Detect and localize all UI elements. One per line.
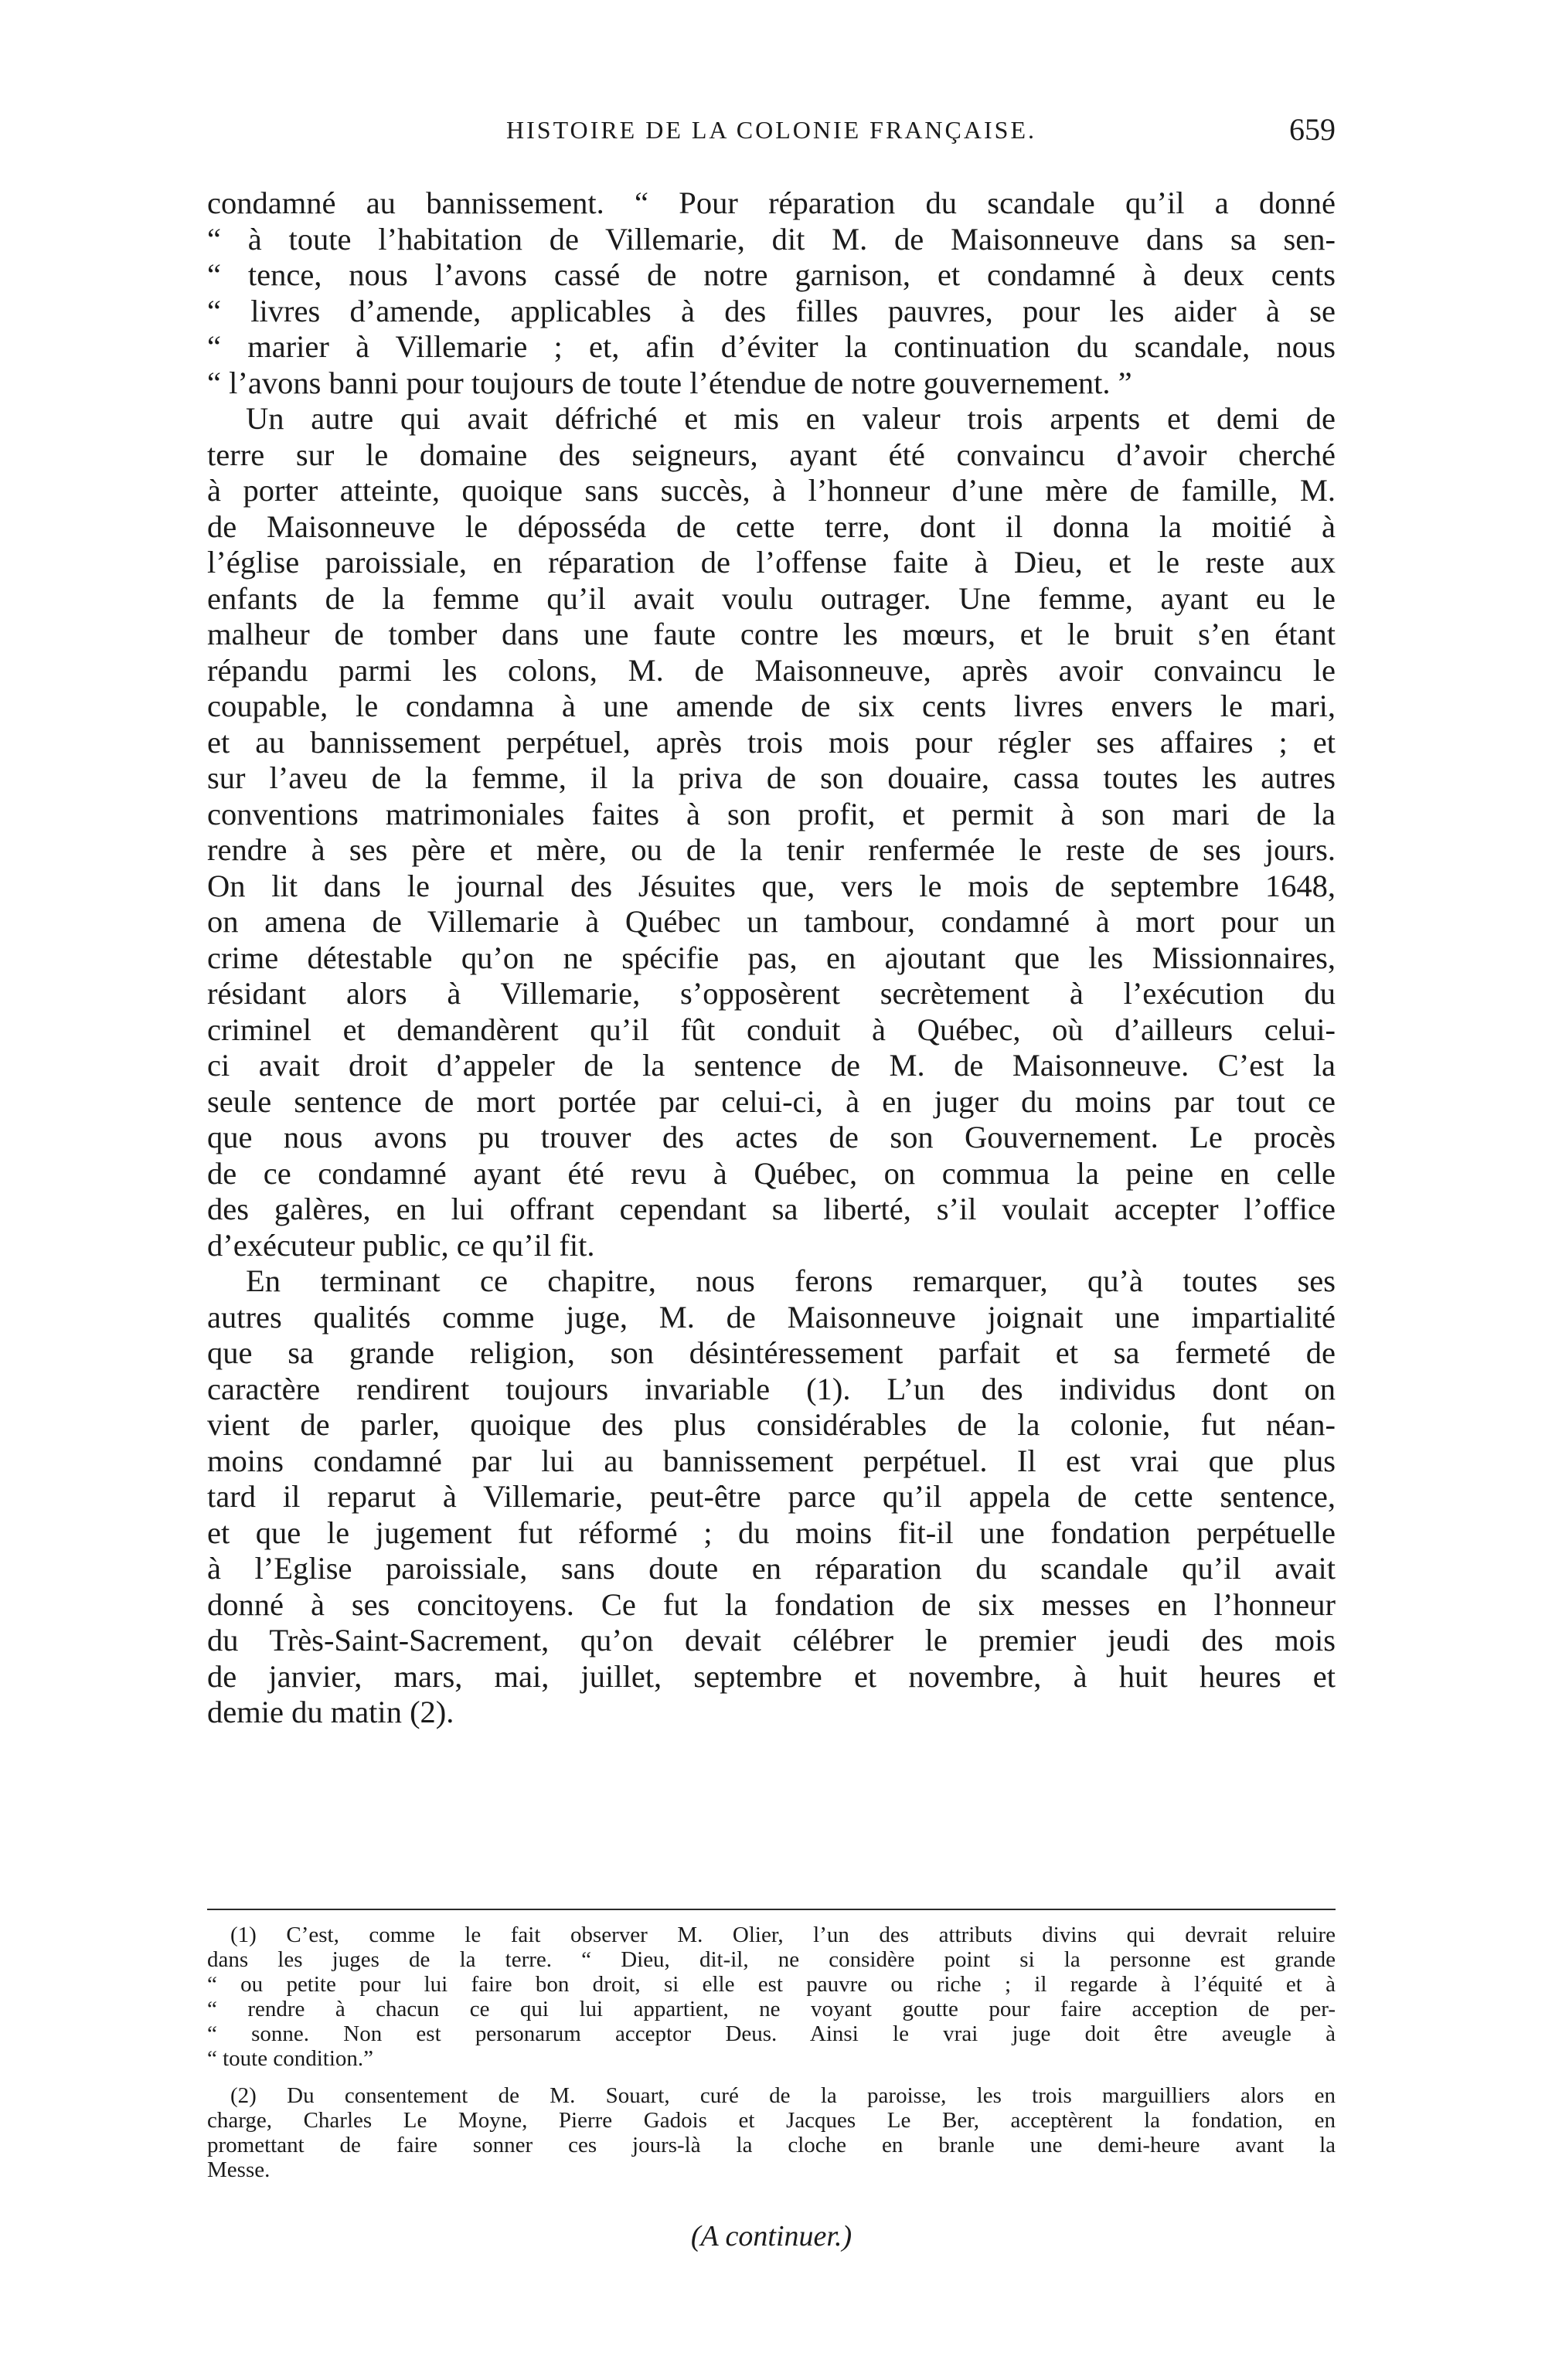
text-line: que sa grande religion, son désintéressement parfait et sa fermeté de bbox=[207, 1335, 1336, 1370]
text-line: ci avait droit d’appeler de la sentence de M. de Maisonneuve. C’est la bbox=[207, 1048, 1336, 1083]
text-line: crime détestable qu’on ne spécifie pas, en ajoutant que les Missionnaires, bbox=[207, 940, 1336, 975]
text-line: du Très-Saint-Sacrement, qu’on devait célébrer le premier jeudi des mois bbox=[207, 1623, 1336, 1658]
running-head: HISTOIRE DE LA COLONIE FRANÇAISE. bbox=[506, 116, 1036, 144]
text-line: l’église paroissiale, en réparation de l’offense faite à Dieu, et le reste aux bbox=[207, 545, 1336, 580]
text-line: répandu parmi les colons, M. de Maisonneuve, après avoir convaincu le bbox=[207, 652, 1336, 688]
footnote-line: (1) C’est, comme le fait observer M. Olier, l’un des attributs divins qui devrait reluire bbox=[230, 1923, 1336, 1947]
continuation-note: (A continuer.) bbox=[690, 2220, 852, 2252]
footnote-line: promettant de faire sonner ces jours-là la cloche en branle une demi-heure avant la bbox=[207, 2133, 1336, 2157]
text-line: Un autre qui avait défriché et mis en valeur trois arpents et demi de bbox=[246, 401, 1336, 436]
text-line: demie du matin (2). bbox=[207, 1695, 454, 1729]
text-line: conventions matrimoniales faites à son profit, et permit à son mari de la bbox=[207, 796, 1336, 831]
text-line: vient de parler, quoique des plus considérables de la colonie, fut néan- bbox=[207, 1407, 1336, 1442]
text-line: autres qualités comme juge, M. de Maisonneuve joignait une impartialité bbox=[207, 1299, 1336, 1334]
footnote-line: charge, Charles Le Moyne, Pierre Gadois et Jacques Le Ber, acceptèrent la fondation, en bbox=[207, 2108, 1336, 2133]
text-line: caractère rendirent toujours invariable (1). L’un des individus dont on bbox=[207, 1371, 1336, 1406]
text-line: seule sentence de mort portée par celui-ci, à en juger du moins par tout ce bbox=[207, 1083, 1336, 1119]
text-line: d’exécuteur public, ce qu’il fit. bbox=[207, 1227, 595, 1263]
footnote-line: “ rendre à chacun ce qui lui appartient, ne voyant goutte pour faire acception de per- bbox=[207, 1997, 1336, 2021]
text-line: on amena de Villemarie à Québec un tambour, condamné à mort pour un bbox=[207, 904, 1336, 939]
text-line: terre sur le domaine des seigneurs, ayant été convaincu d’avoir cherché bbox=[207, 437, 1336, 472]
text-line: enfants de la femme qu’il avait voulu outrager. Une femme, ayant eu le bbox=[207, 580, 1336, 616]
text-line: “ livres d’amende, applicables à des filles pauvres, pour les aider à se bbox=[207, 293, 1336, 328]
text-line: moins condamné par lui au bannissement perpétuel. Il est vrai que plus bbox=[207, 1443, 1336, 1478]
text-line: donné à ses concitoyens. Ce fut la fondation de six messes en l’honneur bbox=[207, 1586, 1336, 1622]
text-line: “ tence, nous l’avons cassé de notre garnison, et condamné à deux cents bbox=[207, 257, 1336, 292]
footnote-line: “ sonne. Non est personarum acceptor Deus. Ainsi le vrai juge doit être aveugle à bbox=[207, 2021, 1336, 2046]
text-line: de ce condamné ayant été revu à Québec, on commua la peine en celle bbox=[207, 1155, 1336, 1191]
text-line: En terminant ce chapitre, nous ferons remarquer, qu’à toutes ses bbox=[246, 1263, 1336, 1298]
footnote-divider bbox=[207, 1909, 1336, 1910]
text-line: “ l’avons banni pour toujours de toute l’étendue de notre gouvernement. ” bbox=[207, 365, 1132, 400]
text-line: malheur de tomber dans une faute contre les mœurs, et le bruit s’en étant bbox=[207, 617, 1336, 651]
text-line: On lit dans le journal des Jésuites que, vers le mois de septembre 1648, bbox=[207, 868, 1336, 903]
footnote-line: “ toute condition.” bbox=[207, 2046, 374, 2071]
text-line: de Maisonneuve le dépossédа de cette terre, dont il donna la moitié à bbox=[207, 508, 1336, 544]
footnote-line: (2) Du consentement de M. Souart, curé de la paroisse, les trois marguilliers alors en bbox=[230, 2083, 1336, 2108]
text-line: “ marier à Villemarie ; et, afin d’éviter la continuation du scandale, nous bbox=[207, 329, 1336, 364]
text-line: que nous avons pu trouver des actes de son Gouvernement. Le procès bbox=[207, 1120, 1336, 1154]
text-line: de janvier, mars, mai, juillet, septembre et novembre, à huit heures et bbox=[207, 1658, 1336, 1694]
text-line: tard il reparut à Villemarie, peut-être parce qu’il appela de cette sentence, bbox=[207, 1479, 1336, 1514]
text-line: des galères, en lui offrant cependant sa liberté, s’il voulait accepter l’office bbox=[207, 1192, 1336, 1226]
main-text bbox=[207, 185, 1336, 1731]
text-line: condamné au bannissement. “ Pour réparation du scandale qu’il a donné bbox=[207, 185, 1336, 220]
page-header bbox=[207, 112, 1336, 162]
text-line: à porter atteinte, quoique sans succès, à l’honneur d’une mère de famille, M. bbox=[207, 473, 1336, 508]
text-line: coupable, le condamna à une amende de six cents livres envers le mari, bbox=[207, 688, 1336, 723]
text-line: et que le jugement fut réformé ; du moins fit-il une fondation perpétuelle bbox=[207, 1515, 1336, 1550]
footnote-line: Messe. bbox=[207, 2157, 271, 2182]
text-line: résidant alors à Villemarie, s’opposèrent secrètement à l’exécution du bbox=[207, 976, 1336, 1011]
footnote-line: “ ou petite pour lui faire bon droit, si elle est pauvre ou riche ; il regarde à l’équité et à bbox=[207, 1972, 1336, 1997]
text-line: criminel et demandèrent qu’il fût conduit à Québec, où d’ailleurs celui- bbox=[207, 1012, 1336, 1047]
text-line: “ à toute l’habitation de Villemarie, dit M. de Maisonneuve dans sa sen- bbox=[207, 221, 1336, 257]
text-line: sur l’aveu de la femme, il la priva de son douaire, cassa toutes les autres bbox=[207, 760, 1336, 795]
page-number: 659 bbox=[1289, 112, 1336, 147]
text-line: et au bannissement perpétuel, après trois mois pour régler ses affaires ; et bbox=[207, 724, 1336, 760]
footnotes bbox=[207, 1923, 1336, 2182]
text-line: à l’Eglise paroissiale, sans doute en réparation du scandale qu’il avait bbox=[207, 1551, 1336, 1586]
footnote-line: dans les juges de la terre. “ Dieu, dit-il, ne considère point si la personne est grande bbox=[207, 1947, 1336, 1972]
text-line: rendre à ses père et mère, ou de la tenir renfermée le reste de ses jours. bbox=[207, 832, 1336, 867]
